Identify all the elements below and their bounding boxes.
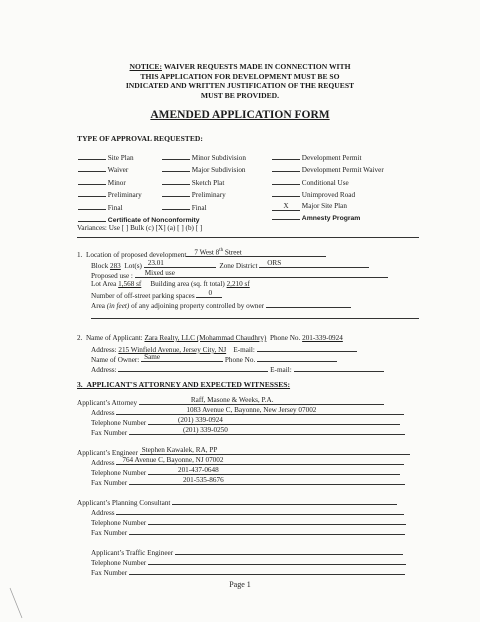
owner-value: Same [144,353,161,361]
planning-phone-label: Telephone Number [91,519,147,527]
use-field[interactable] [135,270,388,278]
checkbox-minor[interactable] [78,176,106,185]
checkbox-site-plan[interactable] [78,151,106,160]
adjoining-area-field[interactable] [266,300,351,308]
owner-address-label: Address: [91,366,117,374]
divider [77,237,419,238]
section-1-location [77,249,326,259]
planning-phone-line [91,517,406,527]
planning-field[interactable] [172,497,397,505]
engineer-fax-field[interactable] [129,477,405,485]
engineer-fax-label: Fax Number [91,479,128,487]
engineer-label: Applicant’s Engineer [77,449,138,457]
applicant-value[interactable]: Zara Realty, LLC (Mohammad Chaudhry) [144,334,267,342]
option-sketch-plat: Sketch Plat [191,178,225,187]
option-preliminary: Preliminary [107,191,142,200]
option-minor-subdivision: Minor Subdivision [191,154,246,162]
option-amnesty: Amnesty Program [301,215,361,223]
parking-label: Number of off-street parking spaces [91,292,195,300]
option-waiver: Waiver [107,166,129,175]
zone-label: Zone District [219,262,258,270]
engineer-value: Stephen Kawalek, RA, PP [141,446,218,454]
variances-line: Variances: Use [ ] Bulk (c) [X] (a) [ ] (b) [ ] [77,224,203,232]
location-sup: th [219,247,224,253]
checkbox-development-permit[interactable] [272,151,300,160]
page-number: Page 1 [229,580,251,589]
location-label: Location of proposed development [85,251,187,259]
planning-label: Applicant’s Planning Consultant [77,499,171,507]
attorney-fax-label: Fax Number [91,429,128,437]
lots-label: Lot(s) [124,262,142,270]
scan-mark [8,586,26,622]
building-area-label: Building area (sq. ft total) [150,280,225,288]
section-3-title: APPLICANT'S ATTORNEY AND EXPECTED WITNESSES: [86,380,291,389]
attorney-field[interactable] [139,397,384,405]
approval-col-3 [272,151,384,224]
checkbox-development-permit-waiver[interactable] [272,163,300,172]
option-sub-preliminary: Preliminary [191,191,226,200]
zone-value: ORS [267,259,282,267]
owner-address-line [91,364,384,374]
section-3-number: 3. [77,380,83,389]
checkbox-unimproved-road[interactable] [272,188,300,197]
attorney-fax-value: (201) 339-0250 [182,426,228,434]
area-label-pre: Area [91,302,107,310]
checkbox-preliminary[interactable] [78,188,106,197]
applicant-phone-label: Phone No. [269,334,301,342]
traffic-fax-line [91,567,405,577]
attorney-value: Raff, Masone & Weeks, P.A. [190,396,274,404]
owner-phone-field[interactable] [257,354,337,362]
traffic-label: Applicant’s Traffic Engineer [91,549,174,557]
checkbox-certificate[interactable] [78,213,106,222]
zone-field[interactable] [259,260,369,268]
attorney-address-label: Address [91,409,115,417]
checkbox-amnesty[interactable] [272,211,300,220]
approval-heading: TYPE OF APPROVAL REQUESTED: [77,134,203,143]
option-final: Final [107,203,123,212]
area-label-italic: (in feet) [106,302,130,310]
block-value[interactable]: 283 [109,262,121,270]
option-unimproved-road: Unimproved Road [301,191,356,200]
section-2-number: 2. [77,334,83,342]
applicant-email-label: E-mail: [233,346,255,354]
lot-area-value[interactable]: 1,568 sf [118,280,142,288]
traffic-phone-field[interactable] [148,557,406,565]
owner-address-field[interactable] [118,364,268,372]
form-title: AMENDED APPLICATION FORM [150,109,330,121]
applicant-line [77,334,343,342]
section-1-number: 1. [77,251,83,259]
attorney-label: Applicant’s Attorney [77,399,138,407]
planning-line [77,497,397,507]
owner-label: Name of Owner: [91,356,140,364]
option-conditional-use: Conditional Use [301,178,349,187]
parking-value: 0 [208,289,213,297]
lots-value: 23.01 [147,259,164,267]
checkbox-sketch-plat[interactable] [162,176,190,185]
engineer-phone-line [91,467,400,477]
engineer-fax-value: 201-535-8676 [182,476,224,484]
attorney-address-line [91,407,404,417]
notice-text-1: WAIVER REQUESTS MADE IN CONNECTION WITH [163,62,351,71]
proposed-use-line [91,270,388,280]
engineer-address-field[interactable] [116,457,404,465]
engineer-address-label: Address [91,459,115,467]
engineer-phone-label: Telephone Number [91,469,147,477]
notice-line-1 [0,62,480,72]
location-field[interactable] [186,249,326,257]
traffic-phone-line [91,557,406,567]
owner-line [91,354,337,364]
traffic-field[interactable] [175,547,403,555]
checkbox-sub-final[interactable] [162,201,190,210]
engineer-address-line [91,457,404,467]
lot-area-label: Lot Area [91,280,117,288]
owner-email-label: E-mail: [270,366,292,374]
lot-area-line [91,280,250,288]
planning-fax-label: Fax Number [91,529,128,537]
attorney-phone-label: Telephone Number [91,419,147,427]
adjoining-area-line [91,300,351,310]
checkbox-waiver[interactable] [78,163,106,172]
applicant-address-value[interactable]: 215 Winfield Avenue, Jersey City, NJ [118,346,227,354]
checkbox-major-site-plan[interactable]: X [272,202,300,211]
lots-field[interactable] [144,260,216,268]
attorney-phone-field[interactable] [148,417,400,425]
checkbox-major-subdivision[interactable] [162,163,190,172]
attorney-fax-line [91,427,405,437]
checkbox-sub-preliminary[interactable] [162,188,190,197]
option-sub-final: Final [191,203,207,212]
checkbox-final[interactable] [78,201,106,210]
planning-address-field[interactable] [116,507,404,515]
section-3-heading [77,380,290,389]
traffic-fax-field[interactable] [129,567,405,575]
location-end: Street [223,248,242,256]
planning-address-label: Address [91,509,115,517]
engineer-field[interactable] [140,447,410,455]
owner-field[interactable] [141,354,223,362]
building-area-value[interactable]: 2,210 sf [226,280,250,288]
option-development-permit-waiver: Development Permit Waiver [301,166,384,175]
engineer-phone-field[interactable] [148,467,400,475]
attorney-fax-field[interactable] [129,427,405,435]
owner-email-field[interactable] [294,364,384,372]
use-label: Proposed use : [91,272,133,280]
notice-label: NOTICE: [129,62,162,71]
block-lot-zone-line [91,260,369,270]
planning-address-line [91,507,404,517]
attorney-phone-value: (201) 339-0924 [177,416,223,424]
engineer-address-value: 764 Avenue C, Bayonne, NJ 07002 [122,456,224,464]
option-development-permit: Development Permit [301,154,362,162]
notice-block [0,62,480,100]
applicant-phone-value[interactable]: 201-339-0924 [302,334,343,342]
notice-line-3: INDICATED AND WRITTEN JUSTIFICATION OF THE REQUEST [125,81,355,91]
block-label: Block [91,262,109,270]
applicant-email-field[interactable] [257,344,357,352]
option-site-plan: Site Plan [107,154,134,162]
traffic-fax-label: Fax Number [91,569,128,577]
option-certificate: Certificate of Nonconformity [107,217,200,225]
attorney-phone-line [91,417,400,427]
planning-fax-line [91,527,405,537]
planning-fax-field[interactable] [129,527,405,535]
attorney-address-field[interactable] [116,407,404,415]
approval-col-2 [162,151,246,213]
planning-phone-field[interactable] [148,517,406,525]
use-value: Mixed use [144,269,175,277]
owner-phone-label: Phone No. [224,356,256,364]
engineer-phone-value: 201-437-0648 [177,466,219,474]
parking-field[interactable] [196,290,222,298]
location-value: 7 West 8 [194,248,220,256]
checkbox-conditional-use[interactable] [272,176,300,185]
notice-line-4: MUST BE PROVIDED. [200,90,280,100]
option-major-site-plan: Major Site Plan [301,201,347,210]
traffic-phone-label: Telephone Number [91,559,147,567]
parking-line [91,290,222,300]
checkbox-minor-subdivision[interactable] [162,151,190,160]
applicant-label: Name of Applicant: [85,334,143,342]
attorney-address-value: 1083 Avenue C, Bayonne, New Jersey 07002 [186,406,317,414]
area-extra-line [91,318,419,319]
applicant-address-line [91,344,357,354]
area-label-post: of any adjoining property controlled by owner [129,302,265,310]
applicant-address-label: Address: [91,346,117,354]
traffic-line [91,547,403,557]
notice-line-2: THIS APPLICATION FOR DEVELOPMENT MUST BE SO [140,71,340,81]
option-minor: Minor [107,178,126,187]
option-major-subdivision: Major Subdivision [191,166,246,175]
engineer-fax-line [91,477,405,487]
